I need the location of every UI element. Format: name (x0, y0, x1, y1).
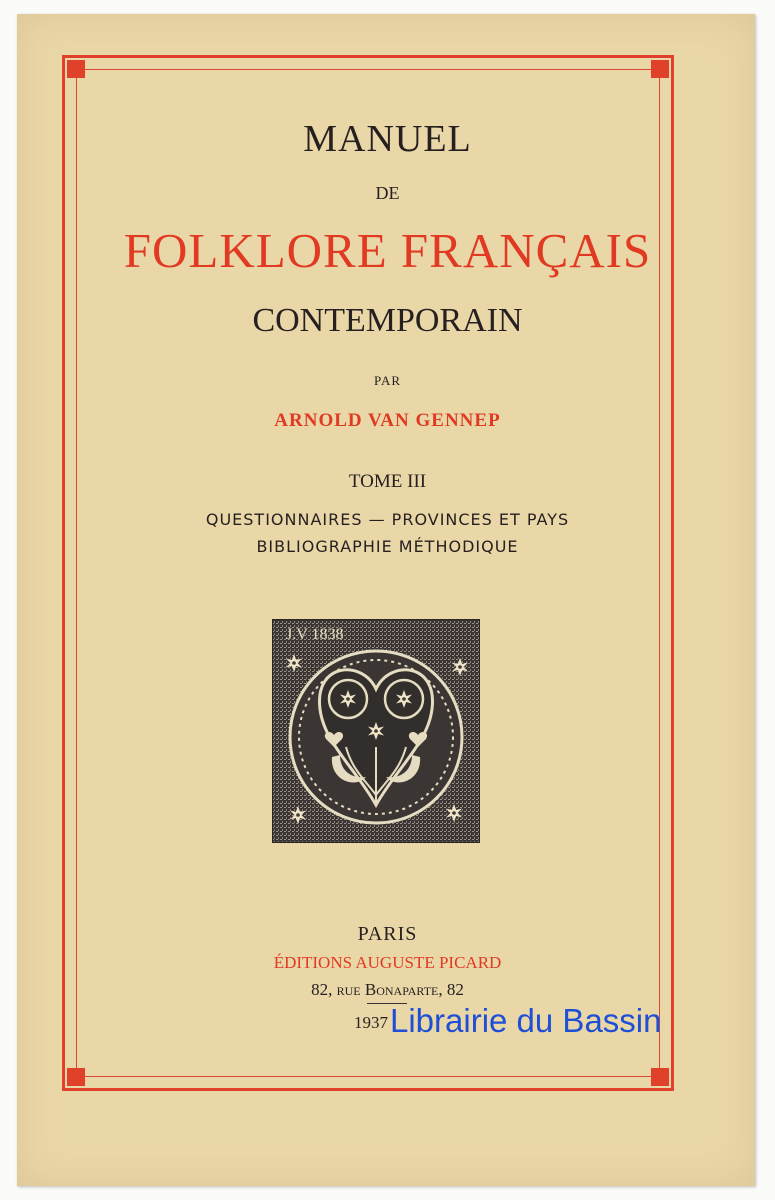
title-manuel: MANUEL (303, 118, 472, 160)
corner-square-top-right (651, 60, 669, 78)
volume-label: TOME III (348, 471, 427, 492)
corner-square-bottom-left (67, 1068, 85, 1086)
bookseller-watermark: Librairie du Bassin (390, 1002, 662, 1039)
publication-year: 1937 (354, 1013, 388, 1032)
subtitle-line-1: QUESTIONNAIRES — PROVINCES ET PAYS (205, 510, 570, 529)
title-main: FOLKLORE FRANÇAIS (123, 223, 652, 278)
title-de: DE (375, 183, 400, 203)
publisher-city: PARIS (357, 923, 418, 945)
subtitle-line-2: BIBLIOGRAPHIE MÉTHODIQUE (256, 537, 519, 556)
corner-square-bottom-right (651, 1068, 669, 1086)
publisher-name: ÉDITIONS AUGUSTE PICARD (273, 953, 502, 972)
woodcut-inscription: J.V 1838 (286, 626, 344, 643)
woodcut-heart-illustration (272, 619, 480, 843)
by-label: PAR (373, 373, 402, 388)
publisher-address: 82, rue Bonaparte, 82 (311, 980, 464, 999)
title-contemporain: CONTEMPORAIN (252, 302, 523, 339)
corner-square-top-left (67, 60, 85, 78)
author-name: ARNOLD VAN GENNEP (274, 410, 501, 431)
